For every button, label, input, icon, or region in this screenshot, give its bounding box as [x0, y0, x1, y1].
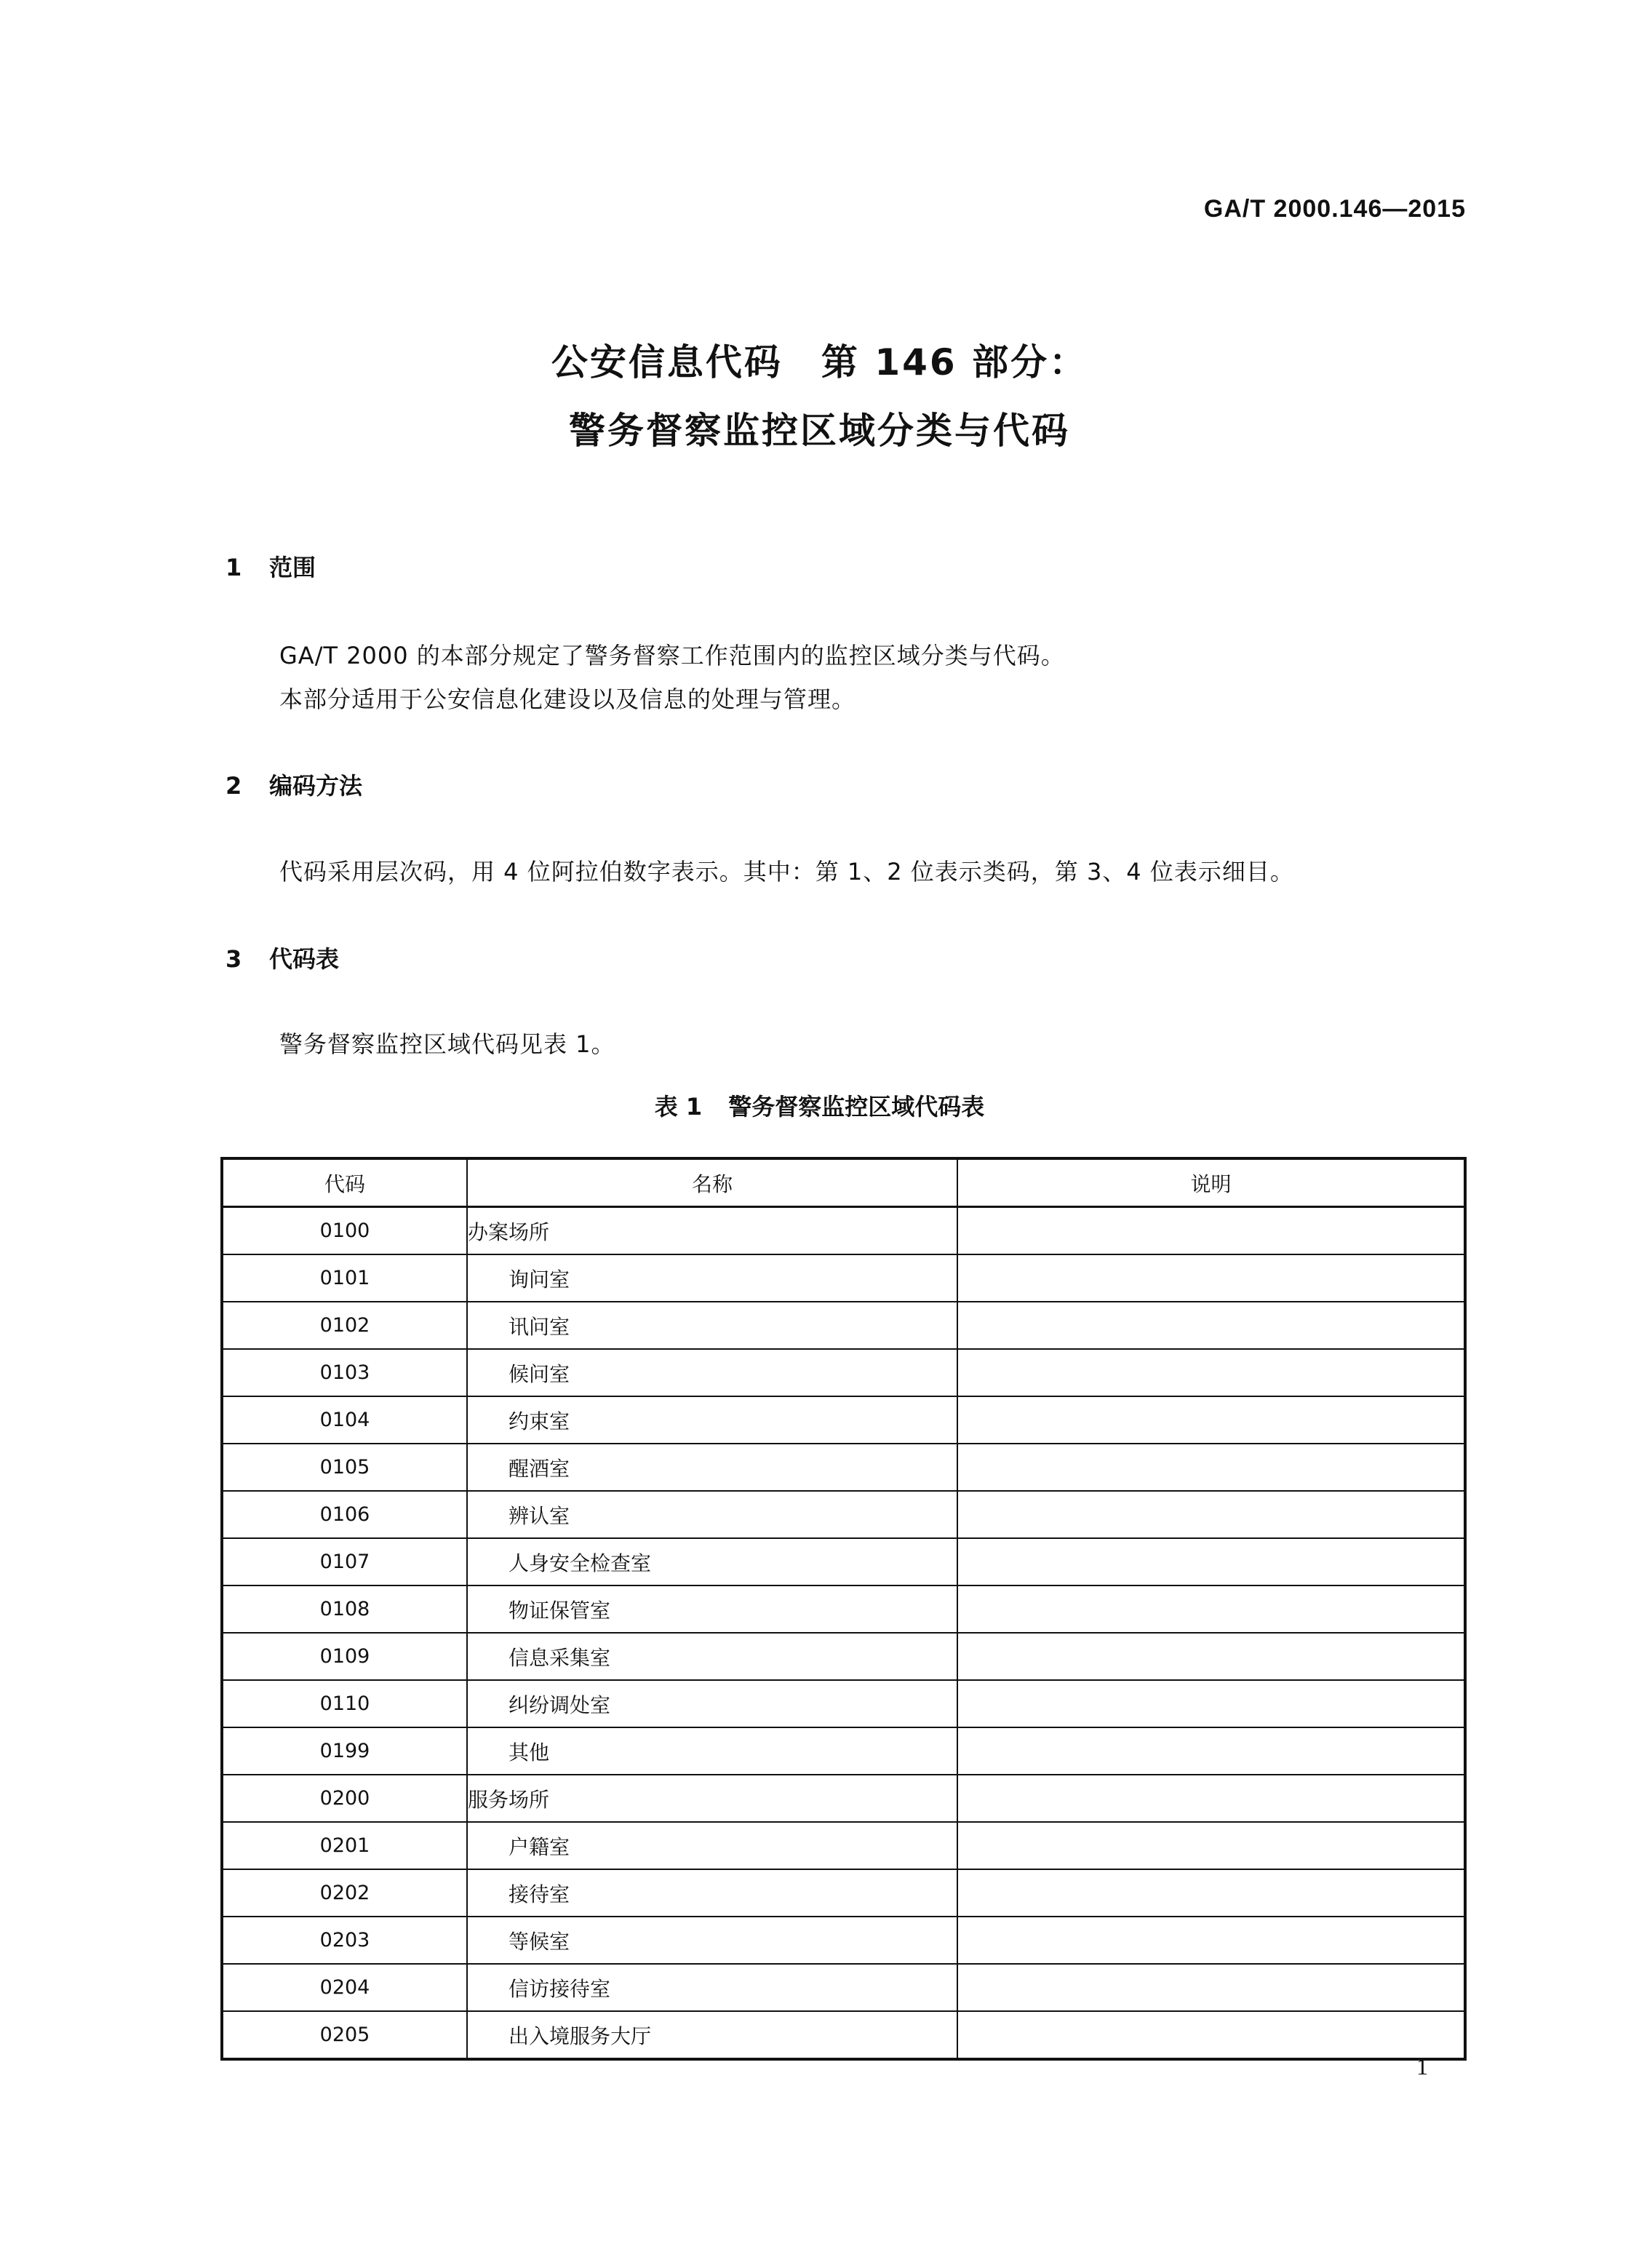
table-row — [222, 1822, 1465, 1869]
note-cell — [957, 1207, 1465, 1255]
code-cell: 0200 — [222, 1775, 467, 1822]
name-cell: 醒酒室 — [467, 1444, 957, 1491]
code-cell: 0102 — [222, 1302, 467, 1349]
section-3-title: 代码表 — [269, 945, 340, 973]
code-cell: 0100 — [222, 1207, 467, 1255]
code-cell: 0104 — [222, 1396, 467, 1444]
table-row — [222, 1775, 1465, 1822]
section-3-paragraph-1: 警务督察监控区域代码见表 1。 — [279, 1030, 615, 1058]
note-cell — [957, 1633, 1465, 1680]
note-cell — [957, 1680, 1465, 1727]
table-row — [222, 1680, 1465, 1727]
code-cell: 0205 — [222, 2011, 467, 2059]
section-2-heading — [226, 768, 362, 801]
name-cell: 物证保管室 — [467, 1585, 957, 1633]
code-table — [220, 1157, 1467, 2061]
note-cell — [957, 1491, 1465, 1538]
section-3-number: 3 — [226, 945, 242, 973]
code-cell: 0106 — [222, 1491, 467, 1538]
table-row — [222, 1254, 1465, 1302]
table-caption-title: 警务督察监控区域代码表 — [728, 1093, 985, 1121]
table-row — [222, 1491, 1465, 1538]
code-cell: 0108 — [222, 1585, 467, 1633]
note-cell — [957, 1822, 1465, 1869]
table-row — [222, 1302, 1465, 1349]
code-cell: 0110 — [222, 1680, 467, 1727]
table-row — [222, 1917, 1465, 1964]
name-cell: 纠纷调处室 — [467, 1680, 957, 1727]
note-cell — [957, 1775, 1465, 1822]
section-1-title: 范围 — [269, 554, 316, 581]
name-cell: 户籍室 — [467, 1822, 957, 1869]
name-cell: 约束室 — [467, 1396, 957, 1444]
note-cell — [957, 1444, 1465, 1491]
page-title-line2: 警务督察监控区域分类与代码 — [569, 410, 1070, 452]
note-cell — [957, 1869, 1465, 1917]
note-cell — [957, 1585, 1465, 1633]
section-2-paragraph-1: 代码采用层次码，用 4 位阿拉伯数字表示。其中：第 1、2 位表示类码，第 3、4 位表示细目。 — [279, 858, 1294, 886]
note-cell — [957, 1538, 1465, 1585]
note-cell — [957, 1254, 1465, 1302]
section-2-number: 2 — [226, 772, 242, 800]
note-cell — [957, 1396, 1465, 1444]
name-cell: 信息采集室 — [467, 1633, 957, 1680]
table-row — [222, 2011, 1465, 2059]
table-row — [222, 1538, 1465, 1585]
name-cell: 办案场所 — [467, 1207, 957, 1255]
note-cell — [957, 1917, 1465, 1964]
table-caption-label: 表 1 — [654, 1093, 703, 1121]
header-name: 名称 — [467, 1158, 957, 1207]
header-note: 说明 — [957, 1158, 1465, 1207]
note-cell — [957, 1727, 1465, 1775]
code-cell: 0101 — [222, 1254, 467, 1302]
table-row — [222, 1349, 1465, 1396]
code-cell: 0109 — [222, 1633, 467, 1680]
table-row — [222, 1444, 1465, 1491]
table-row — [222, 1727, 1465, 1775]
table-row — [222, 1869, 1465, 1917]
code-cell: 0202 — [222, 1869, 467, 1917]
note-cell — [957, 1302, 1465, 1349]
section-2-title: 编码方法 — [269, 772, 363, 800]
table-row — [222, 1585, 1465, 1633]
name-cell: 其他 — [467, 1727, 957, 1775]
code-cell: 0199 — [222, 1727, 467, 1775]
name-cell: 出入境服务大厅 — [467, 2011, 957, 2059]
name-cell: 辨认室 — [467, 1491, 957, 1538]
name-cell: 服务场所 — [467, 1775, 957, 1822]
standard-code: GA/T 2000.146—2015 — [1203, 195, 1466, 223]
header-code: 代码 — [222, 1158, 467, 1207]
section-3-heading — [226, 941, 339, 974]
name-cell: 讯问室 — [467, 1302, 957, 1349]
table-caption — [0, 1089, 1639, 1122]
code-cell: 0103 — [222, 1349, 467, 1396]
note-cell — [957, 2011, 1465, 2059]
table-row — [222, 1964, 1465, 2011]
table-row — [222, 1207, 1465, 1255]
name-cell: 接待室 — [467, 1869, 957, 1917]
section-1-paragraph-2: 本部分适用于公安信息化建设以及信息的处理与管理。 — [279, 685, 856, 713]
name-cell: 询问室 — [467, 1254, 957, 1302]
name-cell: 信访接待室 — [467, 1964, 957, 2011]
table-row — [222, 1633, 1465, 1680]
table-row — [222, 1396, 1465, 1444]
name-cell: 候问室 — [467, 1349, 957, 1396]
section-1-heading — [226, 549, 316, 583]
name-cell: 等候室 — [467, 1917, 957, 1964]
name-cell: 人身安全检查室 — [467, 1538, 957, 1585]
section-1-number: 1 — [226, 554, 242, 581]
note-cell — [957, 1349, 1465, 1396]
table-header-row — [222, 1158, 1465, 1207]
section-1-paragraph-1: GA/T 2000 的本部分规定了警务督察工作范围内的监控区域分类与代码。 — [279, 642, 1065, 669]
code-cell: 0105 — [222, 1444, 467, 1491]
page-title-line1: 公安信息代码 第 146 部分： — [551, 341, 1088, 383]
note-cell — [957, 1964, 1465, 2011]
code-cell: 0107 — [222, 1538, 467, 1585]
code-cell: 0201 — [222, 1822, 467, 1869]
code-cell: 0204 — [222, 1964, 467, 2011]
page-number: 1 — [1416, 2053, 1428, 2080]
code-cell: 0203 — [222, 1917, 467, 1964]
